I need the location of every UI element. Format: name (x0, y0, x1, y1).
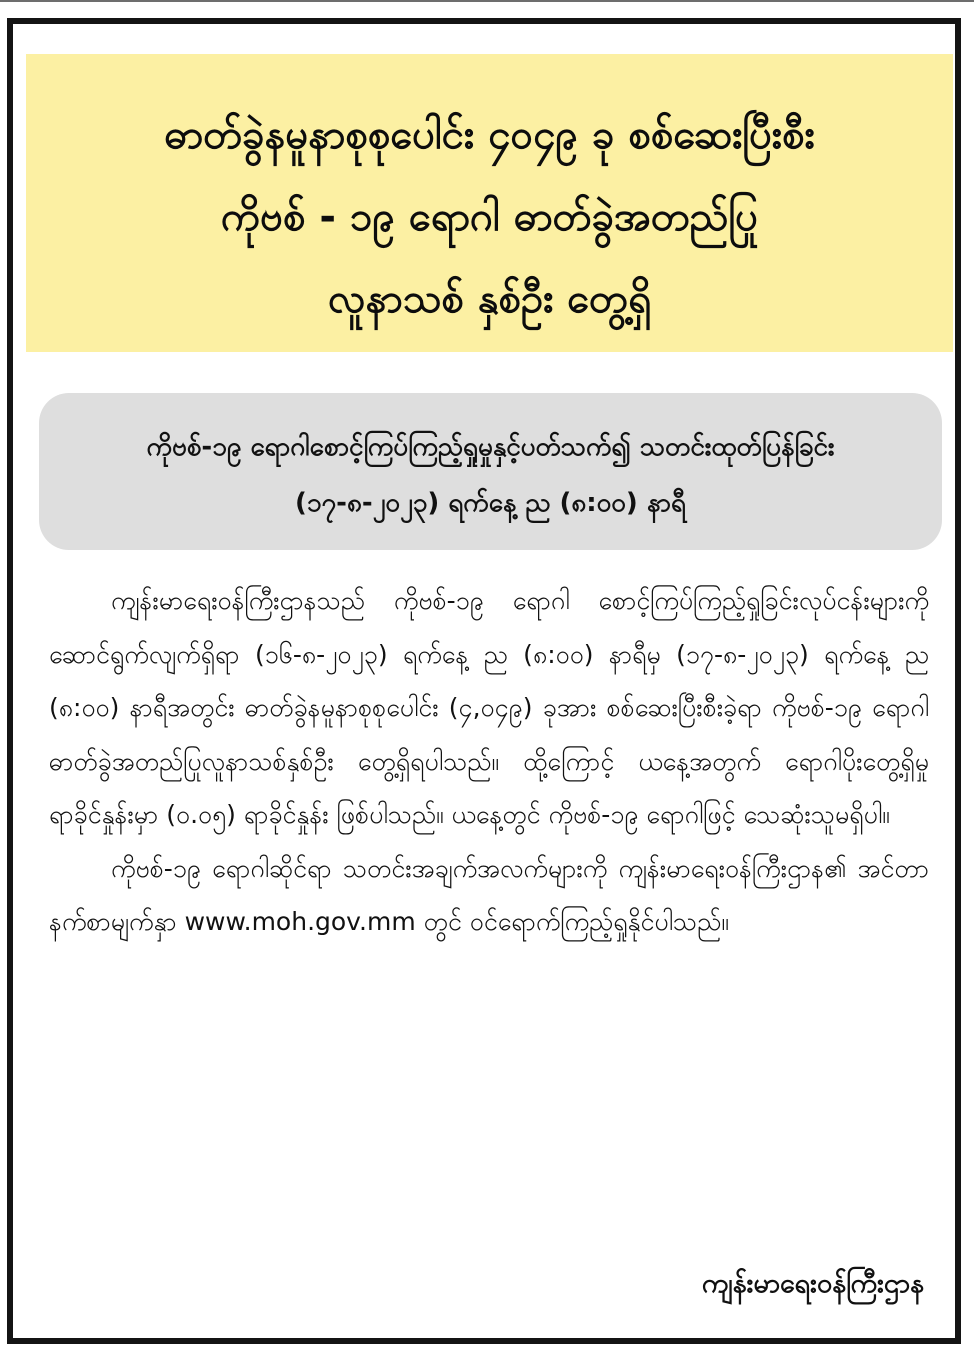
headline-line-2: ကိုဗစ် - ၁၉ ရောဂါ ဓာတ်ခွဲအတည်ပြု (221, 194, 758, 240)
issuer-signature: ကျန်းမာရေးဝန်ကြီးဌာန (701, 1268, 924, 1299)
body-paragraph-2: ကိုဗစ်-၁၉ ရောဂါဆိုင်ရာ သတင်းအချက်အလက်များကို ကျန်းမာရေးဝန်ကြီးဌာန၏ အင်တာနက်စာမျက်နှာ www.moh.gov.mm တွင် ဝင်ရောက်ကြည့်ရှုနိုင်ပါသည်။ (49, 853, 929, 936)
headline-banner (26, 54, 953, 352)
headline-line-1: ဓာတ်ခွဲနမူနာစုစုပေါင်း ၄၀၄၉ ခု စစ်ဆေးပြီးစီး (164, 112, 815, 158)
body-paragraph-1: ကျန်းမာရေးဝန်ကြီးဌာနသည် ကိုဗစ်-၁၉ ရောဂါ စောင့်ကြပ်ကြည့်ရှုခြင်းလုပ်ငန်းများကို ဆောင်ရွက်လျက်ရှိရာ (၁၆-၈-၂၀၂၃) ရက်နေ့ ည (၈:၀၀) နာရီမှ (၁၇-၈-၂၀၂၃) ရက်နေ့ ည (၈:၀၀) နာရီအတွင်း ဓာတ်ခွဲနမူနာစုစုပေါင်း (၄,၀၄၉) ခုအား စစ်ဆေးပြီးစီးခဲ့ရာ ကိုဗစ်-၁၉ ရောဂါ ဓာတ်ခွဲအတည်ပြုလူနာသစ်နှစ်ဦး တွေ့ရှိရပါသည်။ ထို့ကြောင့် ယနေ့အတွက် ရောဂါပိုးတွေ့ရှိမှု ရာခိုင်နှုန်းမှာ (၀.၀၅) ရာခိုင်နှုန်း ဖြစ်ပါသည်။ ယနေ့တွင် ကိုဗစ်-၁၉ ရောဂါဖြင့် သေဆုံးသူမရှိပါ။ (49, 586, 929, 829)
subheading-title: ကိုဗစ်-၁၉ ရောဂါစောင့်ကြပ်ကြည့်ရှုမှုနှင့်ပတ်သက်၍ သတင်းထုတ်ပြန်ခြင်း (146, 432, 835, 462)
top-rule (0, 0, 974, 2)
headline-line-3: လူနာသစ် နှစ်ဦး တွေ့ရှိ (328, 276, 651, 322)
notice-frame (7, 18, 961, 1344)
subheading-box (39, 393, 942, 550)
notice-body (49, 574, 929, 949)
subheading-date: (၁၇-၈-၂၀၂၃) ရက်နေ့ ည (၈:၀၀) နာရီ (295, 488, 686, 518)
